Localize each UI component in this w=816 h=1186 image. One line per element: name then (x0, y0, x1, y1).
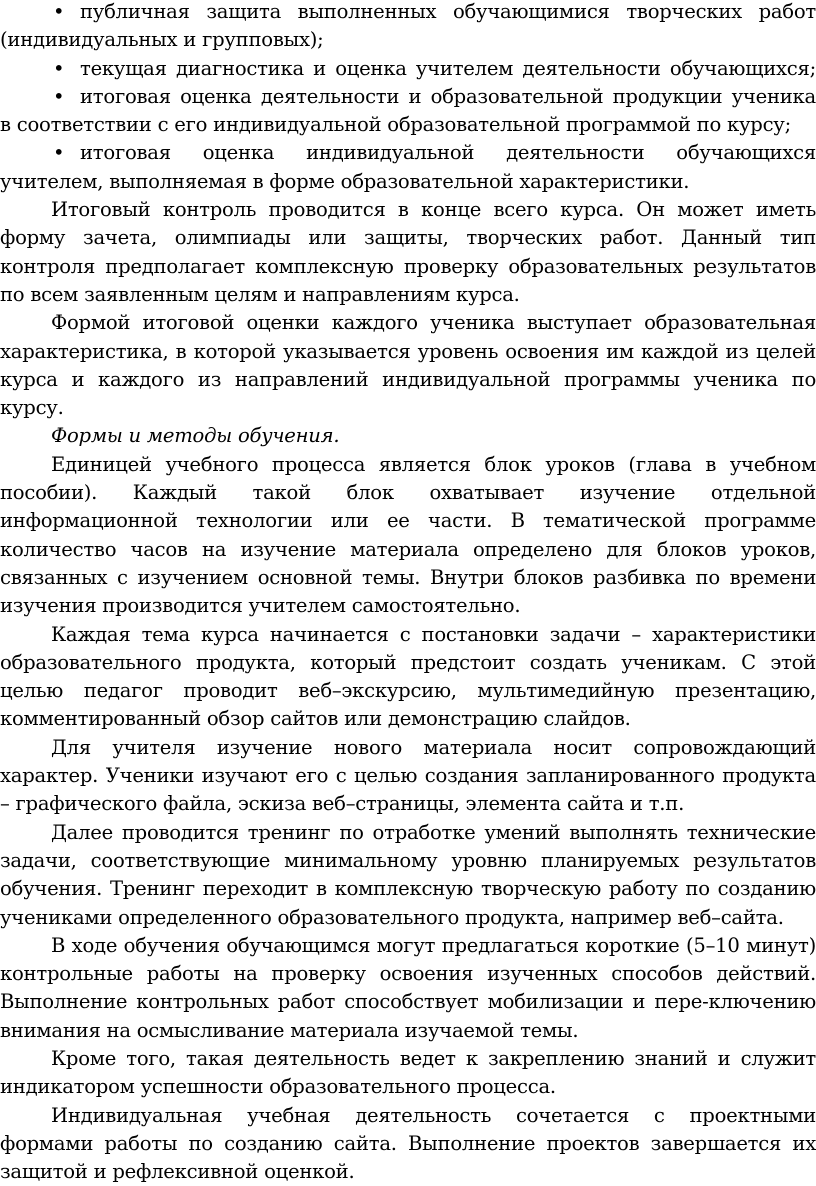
paragraph: Единицей учебного процесса является блок уроков (глава в учебном пособии). Каждый такой блок охватывает изучение отдельной информационной технологии или ее части. В тематической программе количество часов на изучение материала определено для блоков уроков, связанных с изучением основной темы. Внутри блоков разбивка по времени изучения производится учителем самостоятельно. (0, 452, 816, 618)
bullet-icon: • (53, 141, 65, 165)
list-item (0, 0, 816, 26)
list-item-text: публичная защита выполненных обучающимися творческих работ (80, 0, 816, 23)
bullet-icon: • (53, 56, 65, 80)
list-item (0, 55, 816, 83)
paragraph: Индивидуальная учебная деятельность сочетается с проектными формами работы по созданию сайта. Выполнение проектов завершается их защитой и рефлексивной оценкой. (0, 1103, 816, 1184)
list-item-text: текущая диагностика и оценка учителем деятельности обучающихся; (80, 56, 816, 80)
bullet-icon: • (53, 0, 65, 23)
paragraph: Далее проводится тренинг по отработке умений выполнять технические задачи, соответствующие минимальному уровню планируемых результатов обучения. Тренинг переходит в комплексную творческую работу по созданию учениками определенного образовательного продукта, например веб–сайта. (0, 820, 816, 929)
list-item (0, 83, 816, 111)
paragraph: В ходе обучения обучающимся могут предлагаться короткие (5–10 минут) контрольные работы на проверку освоения изученных способов действий. Выполнение контрольных работ способствует мобилизации и пере-ключению внимания на осмысливание материала изучаемой темы. (0, 933, 816, 1042)
list-item-text: итоговая оценка индивидуальной деятельности обучающихся (80, 141, 816, 165)
paragraph: Каждая тема курса начинается с постановки задачи – характеристики образовательного продукта, который предстоит создать ученикам. С этой целью педагог проводит веб–экскурсию, мультимедийную презентацию, комментированный обзор сайтов или демонстрацию слайдов. (0, 622, 816, 731)
paragraph: Итоговый контроль проводится в конце всего курса. Он может иметь форму зачета, олимпиады или защиты, творческих работ. Данный тип контроля предполагает комплексную проверку образовательных результатов по всем заявленным целям и направлениям курса. (0, 198, 816, 306)
list-item-continuation: в соответствии с его индивидуальной образовательной программой по курсу; (0, 113, 791, 137)
list-item-continuation: учителем, выполняемая в форме образовательной характеристики. (0, 169, 690, 193)
paragraph: Формой итоговой оценки каждого ученика выступает образовательная характеристика, в которой указывается уровень освоения им каждой из целей курса и каждого из направлений индивидуальной программы ученика по курсу. (0, 311, 816, 420)
section-heading: Формы и методы обучения. (51, 424, 340, 448)
bullet-icon: • (53, 84, 65, 108)
list-item-continuation: (индивидуальных и групповых); (0, 28, 324, 52)
list-item-text: итоговая оценка деятельности и образовательной продукции ученика (80, 84, 816, 108)
paragraph: Для учителя изучение нового материала носит сопровождающий характер. Ученики изучают его с целью создания запланированного продукта – графического файла, эскиза веб–страницы, элемента сайта и т.п. (0, 735, 816, 816)
bullet-list (0, 0, 816, 196)
list-item (0, 139, 816, 167)
paragraph: Кроме того, такая деятельность ведет к закреплению знаний и служит индикатором успешности образовательного процесса. (0, 1046, 816, 1099)
